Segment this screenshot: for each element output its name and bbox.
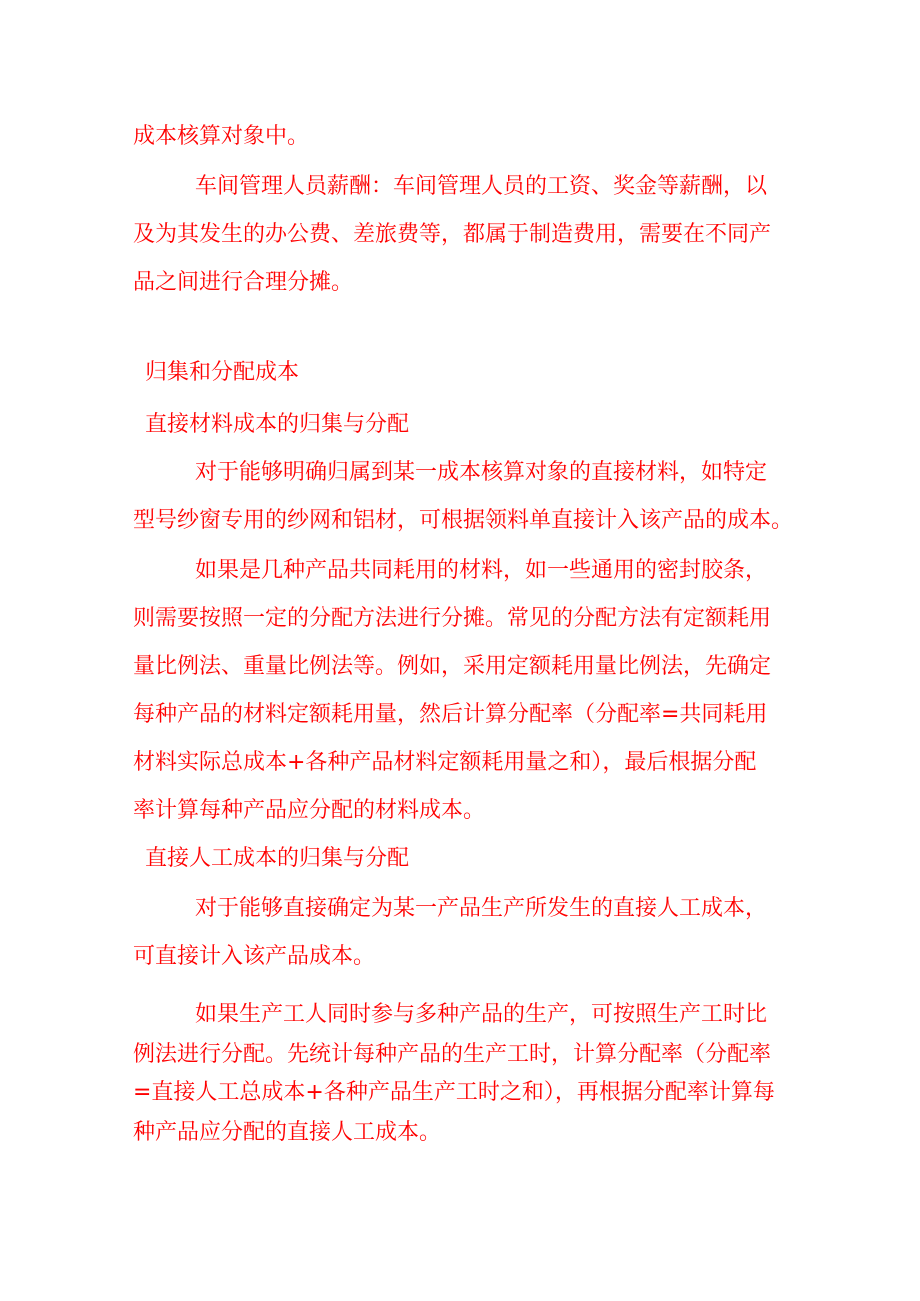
paragraph-line: 可直接计入该产品成本。 <box>133 944 376 969</box>
paragraph-line: 如果是几种产品共同耗用的材料，如一些通用的密封胶条， <box>195 558 768 583</box>
paragraph-line: 型号纱窗专用的纱网和铝材，可根据领料单直接计入该产品的成本。 <box>133 508 794 533</box>
subsection-heading: 直接材料成本的归集与分配 <box>145 412 410 437</box>
paragraph-line: 对于能够明确归属到某一成本核算对象的直接材料，如特定 <box>195 460 768 485</box>
paragraph-line: 车间管理人员薪酬：车间管理人员的工资、奖金等薪酬，以 <box>195 174 768 199</box>
paragraph-line: 量比例法、重量比例法等。例如，采用定额耗用量比例法，先确定 <box>133 654 772 679</box>
paragraph-line: =直接人工总成本+各种产品生产工时之和），再根据分配率计算每 <box>133 1080 775 1105</box>
paragraph-line: 率计算每种产品应分配的材料成本。 <box>133 798 486 823</box>
paragraph-line: 如果生产工人同时参与多种产品的生产，可按照生产工时比 <box>195 1002 768 1027</box>
section-heading: 归集和分配成本 <box>145 360 300 385</box>
paragraph-line: 材料实际总成本+各种产品材料定额耗用量之和），最后根据分配 <box>133 750 757 775</box>
paragraph-line: 每种产品的材料定额耗用量，然后计算分配率（分配率=共同耗用 <box>133 702 768 727</box>
paragraph-line: 品之间进行合理分摊。 <box>133 270 354 295</box>
paragraph-line: 则需要按照一定的分配方法进行分摊。常见的分配方法有定额耗用 <box>133 606 772 631</box>
subsection-heading: 直接人工成本的归集与分配 <box>145 846 410 871</box>
paragraph-line: 种产品应分配的直接人工成本。 <box>133 1120 442 1145</box>
paragraph-line: 例法进行分配。先统计每种产品的生产工时，计算分配率（分配率 <box>133 1042 772 1067</box>
paragraph-line: 成本核算对象中。 <box>133 124 310 149</box>
paragraph-line: 及为其发生的办公费、差旅费等，都属于制造费用，需要在不同产 <box>133 222 772 247</box>
paragraph-line: 对于能够直接确定为某一产品生产所发生的直接人工成本， <box>195 896 768 921</box>
